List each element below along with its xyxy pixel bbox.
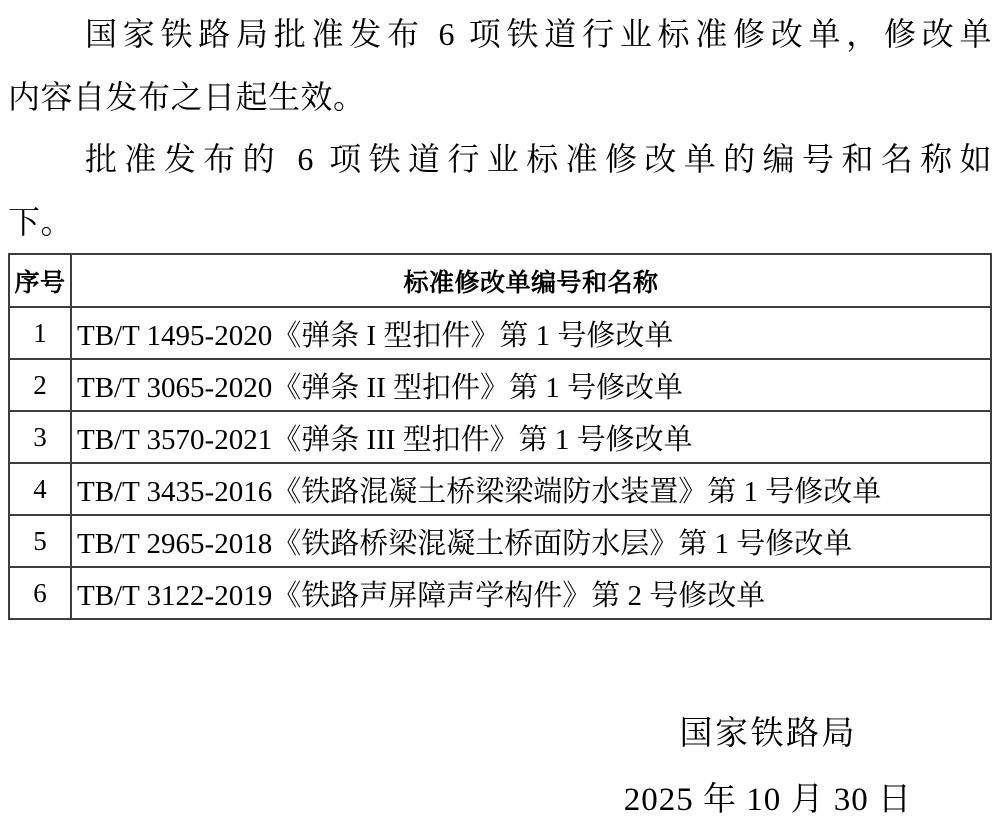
row-name-cell: TB/T 2965-2018《铁路桥梁混凝土桥面防水层》第 1 号修改单: [71, 515, 991, 567]
row-index-cell: 2: [9, 359, 71, 411]
row-name-cell: TB/T 3435-2016《铁路混凝土桥梁梁端防水装置》第 1 号修改单: [71, 463, 991, 515]
row-index-cell: 4: [9, 463, 71, 515]
table-header-row: [9, 254, 991, 307]
paragraph-announcement: [8, 3, 992, 128]
column-header-index: 序号: [9, 254, 71, 307]
table-row: [9, 567, 991, 619]
signature-block: [8, 701, 992, 831]
table-row: [9, 307, 991, 359]
row-index-cell: 3: [9, 411, 71, 463]
row-name-cell: TB/T 3122-2019《铁路声屏障声学构件》第 2 号修改单: [71, 567, 991, 619]
paragraph-line: 国家铁路局批准发布 6 项铁道行业标准修改单，修改单: [85, 16, 992, 52]
paragraph-line: 批准发布的 6 项铁道行业标准修改单的编号和名称如: [85, 141, 992, 177]
paragraph-line: 下。: [8, 203, 74, 240]
row-name-cell: TB/T 3570-2021《弹条 III 型扣件》第 1 号修改单: [71, 411, 991, 463]
row-name-cell: TB/T 1495-2020《弹条 I 型扣件》第 1 号修改单: [71, 307, 991, 359]
row-index-cell: 6: [9, 567, 71, 619]
row-name-cell: TB/T 3065-2020《弹条 II 型扣件》第 1 号修改单: [71, 359, 991, 411]
row-index-cell: 1: [9, 307, 71, 359]
row-index-cell: 5: [9, 515, 71, 567]
signature-date: 2025 年 10 月 30 日: [623, 782, 912, 818]
column-header-name: 标准修改单编号和名称: [71, 254, 991, 307]
table-row: [9, 411, 991, 463]
paragraph-line: 内容自发布之日起生效。: [8, 78, 366, 115]
table-row: [9, 463, 991, 515]
standards-table: [8, 253, 992, 620]
signature-issuer: 国家铁路局: [679, 716, 857, 752]
table-row: [9, 359, 991, 411]
paragraph-list-intro: [8, 128, 992, 253]
table-row: [9, 515, 991, 567]
